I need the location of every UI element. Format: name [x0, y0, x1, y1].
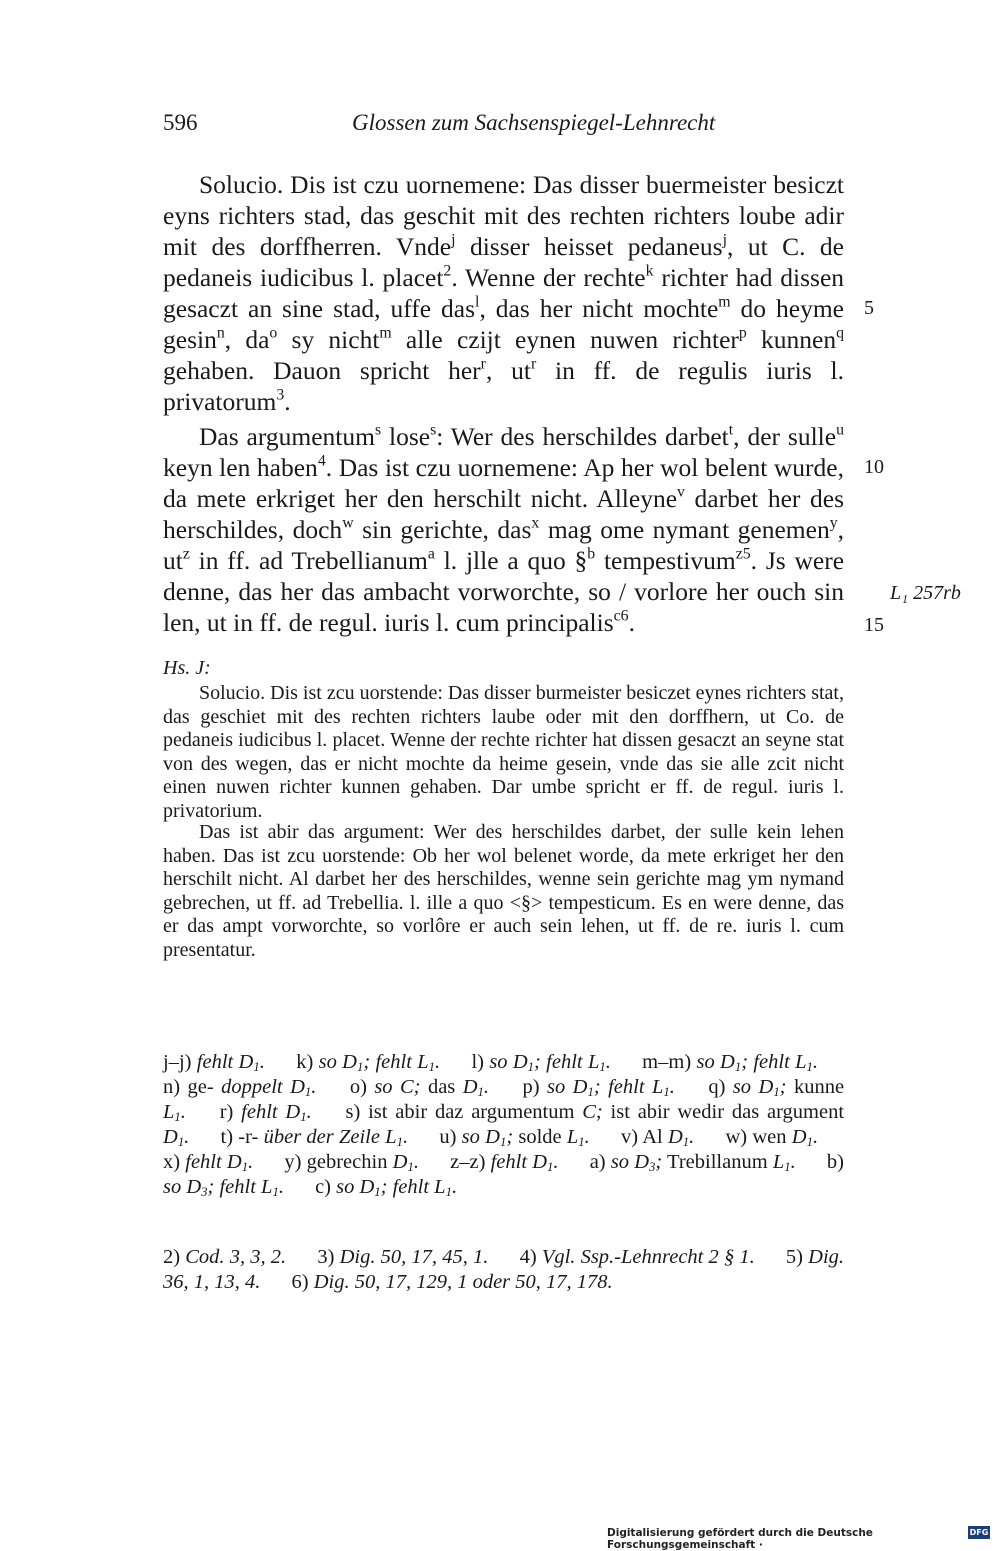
line-number-10: 10 — [864, 456, 884, 478]
page-number: 596 — [163, 110, 198, 135]
source-footnotes: 2) Cod. 3, 3, 2. 3) Dig. 50, 17, 45, 1. 4) Vgl. Ssp.-Lehnrecht 2 § 1. 5) Dig. 36, 1, 13, 4. 6) Dig. 50, 17, 129, 1 oder 50, 17, 178. — [163, 1246, 845, 1293]
hs-j-label: Hs. J: — [163, 657, 211, 679]
main-paragraph-2: Das argumentum$^s$ lose$^s$: Wer des herschildes darbet$^t$, der sulle$^u$ keyn len haben$^4$. Das ist czu uornemene: Ap her wol belent wurde, da mete erkriget her den herschilt nicht. Alleyne$^v$ darbet her des herschildes, doch$^w$ sin gerichte, das$^x$ mag ome nymant genemen$^y$, $ut^z$ in ff. ad Trebellianum$^a$ l. jlle a quo §$^b$ tempestivum$^{z5}$. Js were denne, das her das ambacht vorworchte, so / vorlore her ouch sin len, ut in ff. de regul. iuris l. cum principalis$^{c6}$. — [163, 421, 845, 637]
running-title: Glossen zum Sachsenspiegel-Lehnrecht — [352, 110, 716, 135]
dfg-logo: DFG — [969, 1528, 989, 1537]
line-number-5: 5 — [864, 297, 874, 319]
hs-j-paragraph-1: Solucio. Dis ist zcu uorstende: Das disser burmeister besiczet eynes richters stat, das geschiet mit des rechten richters laube oder mit den dorffhern, ut Co. de pedaneis iudicibus l. placet. Wenne der rechte richter hat dissen gesaczt an seyne stat von des wegen, das er nicht mochte da heime gesein, vnde das sie alle zcit nicht einen nuwen richter kunnen gehaben. Dar umbe spricht er ff. de regul. iuris l. privatorium. — [163, 682, 844, 822]
manuscript-folio-reference: L₁ 257rb — [890, 582, 961, 604]
line-number-15: 15 — [864, 614, 884, 636]
critical-apparatus: j–j) fehlt $D_1$. k) so $D_1$; fehlt $L_1$. l) so $D_1$; fehlt $L_1$. m–m) so $D_1$; fehlt $L_1$. n) ge- doppelt $D_1$. o) so C; das $D_1$. p) so $D_1$; fehlt $L_1$. q) so $D_1$; kunne $L_1$. r) fehlt $D_1$. s) ist abir daz argumentum C; ist abir wedir das argument $D_1$. t) -r- über der Zeile $L_1$. u) so $D_1$; solde $L_1$. v) Al $D_1$. w) wen $D_1$. x) fehlt $D_1$. y) gebrechin $D_1$. z–z) fehlt $D_1$. a) so $D_3$; Trebillanum $L_1$. b) so $D_3$; fehlt $L_1$. c) so $D_1$; fehlt $L_1$. — [163, 1051, 845, 1200]
digitization-credit: Digitalisierung gefördert durch die Deutsche Forschungsgemeinschaft · — [607, 1527, 873, 1551]
main-paragraph-1: Solucio. Dis ist czu uornemene: Das disser buermeister besiczt eyns richters stad, das geschit mit des rechten richters loube adir mit des dorffherren. Vnde$^j$ disser heisset pedaneus$^j$, ut C. de pedaneis iudicibus l. placet$^2$. Wenne der rechte$^k$ richter had dissen gesaczt an sine stad, uffe das$^l$, das her nicht mochte$^m$ do heyme gesin$^n$, $da^o$ sy nicht$^m$ alle czijt eynen nuwen richter$^p$ kunnen$^q$ gehaben. Dauon spricht her$^r$, $ut^r$ in ff. de regulis iuris l. privatorum$^3$. — [163, 170, 845, 416]
hs-j-paragraph-2: Das ist abir das argument: Wer des herschildes darbet, der sulle kein lehen haben. Das ist zcu uorstende: Ob her wol belenet worde, da mete erkriget her den herschilt nicht. Al darbet her des herschildes, wenne sein gerichte mag ym nymand gebrechen, ut ff. ad Trebellia. l. ille a quo <§> tempesticum. Es en were denne, das er das ampt vorworchte, so vorlôre er auch sein lehen, ut ff. de re. iuris l. cum presentatur. — [163, 821, 844, 961]
